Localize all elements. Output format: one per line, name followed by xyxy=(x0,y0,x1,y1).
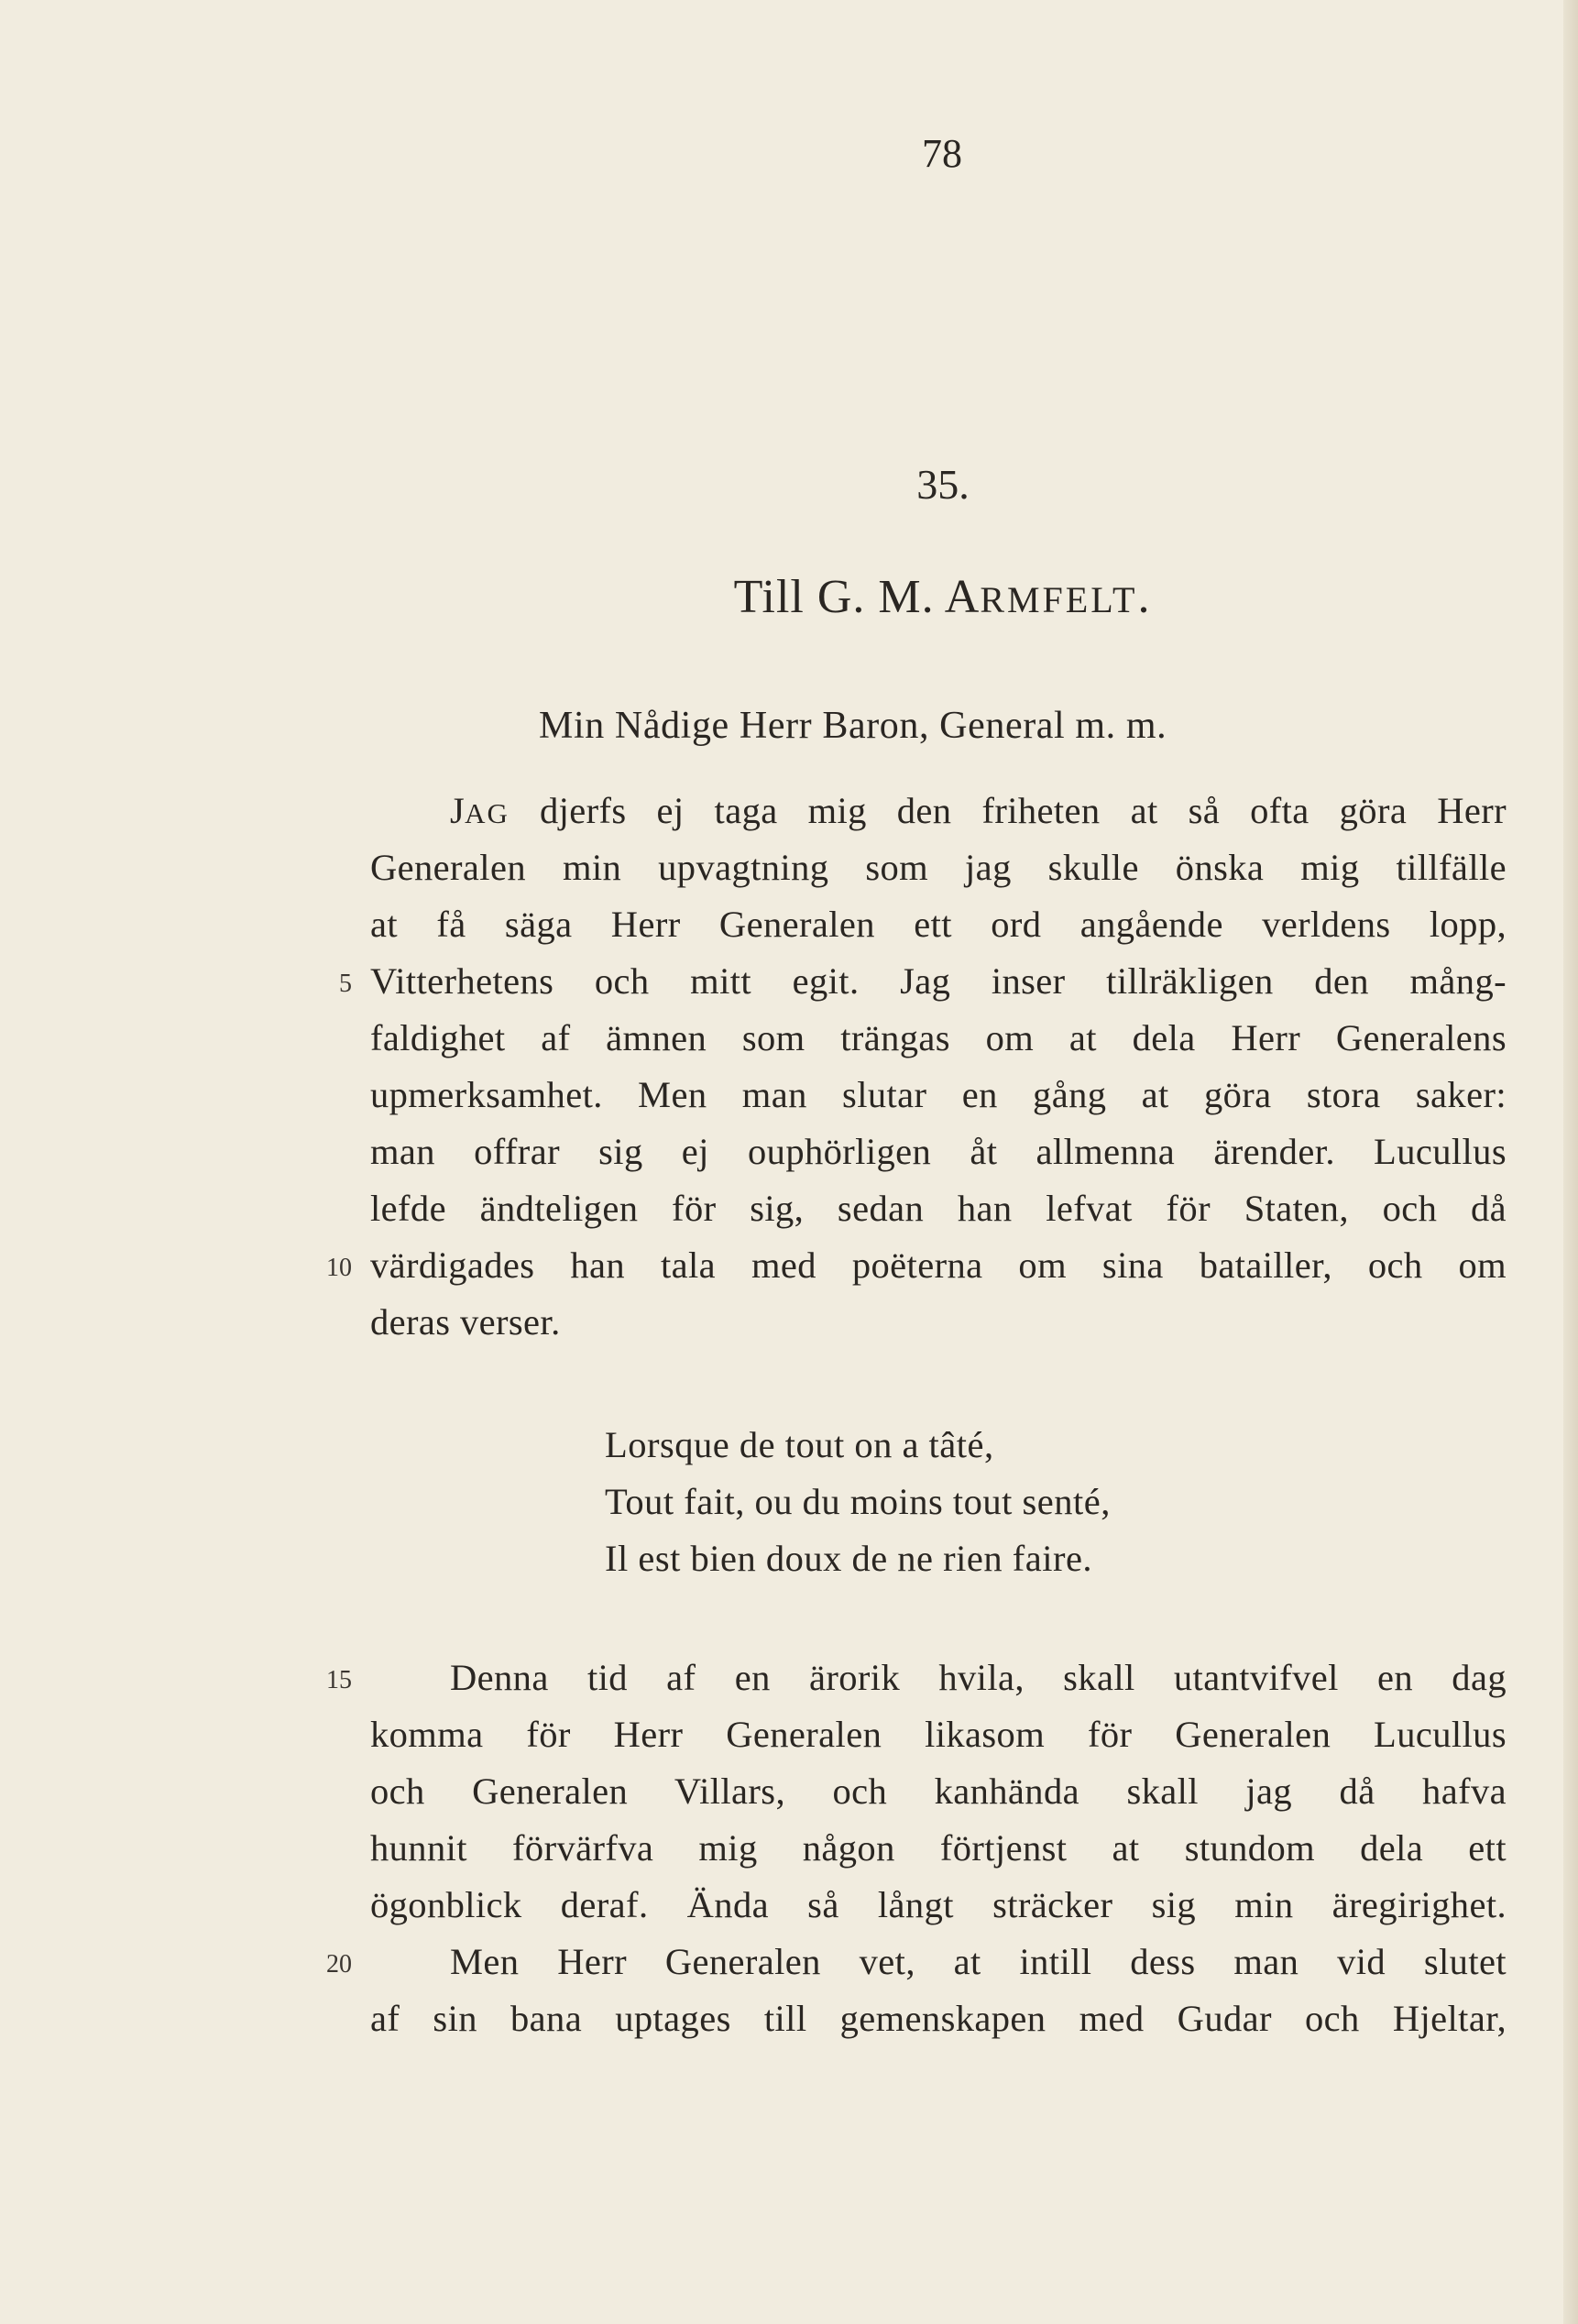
margin-line-number-5: 5 xyxy=(339,970,352,998)
paragraph1-line-4: Vitterhetens och mitt egit. Jag inser tillräkligen den mång- xyxy=(370,960,1507,1002)
paragraph1-line-6: upmerksamhet. Men man slutar en gång at göra stora saker: xyxy=(370,1074,1507,1115)
letter-number: 35. xyxy=(916,461,970,508)
verse-line-2: Tout fait, ou du moins tout senté, xyxy=(605,1481,1111,1522)
margin-line-number-15: 15 xyxy=(326,1666,352,1694)
verse-line-3: Il est bien doux de ne rien faire. xyxy=(605,1538,1093,1579)
paragraph1-line-7: man offrar sig ej ouphörligen åt allmenna ärender. Lucullus xyxy=(370,1131,1507,1172)
paragraph2-line-7: af sin bana uptages till gemenskapen med Gudar och Hjeltar, xyxy=(370,1998,1507,2039)
paragraph2-line-4: hunnit förvärfva mig någon förtjenst at stundom dela ett xyxy=(370,1827,1507,1869)
verse-line-1: Lorsque de tout on a tâté, xyxy=(605,1424,994,1465)
paragraph1-line-1 xyxy=(450,783,1507,839)
title-smallcaps: RMFELT xyxy=(980,579,1138,620)
paragraph2-line-2: komma för Herr Generalen likasom för Generalen Lucullus xyxy=(370,1714,1507,1755)
paragraph1-line-8: lefde ändteligen för sig, sedan han lefvat för Staten, och då xyxy=(370,1188,1507,1229)
paragraph1-line-10: deras verser. xyxy=(370,1301,561,1343)
paragraph1-line-5: faldighet af ämnen som trängas om at dela Herr Generalens xyxy=(370,1017,1507,1058)
paragraph1-line-2: Generalen min upvagtning som jag skulle önska mig tillfälle xyxy=(370,847,1507,888)
margin-line-number-10: 10 xyxy=(326,1254,352,1282)
paragraph2-line-6: Men Herr Generalen vet, at intill dess man vid slutet xyxy=(450,1941,1507,1982)
paragraph2-line-3: och Generalen Villars, och kanhända skall jag då hafva xyxy=(370,1770,1507,1812)
paragraph2-line-1: Denna tid af en ärorik hvila, skall utantvifvel en dag xyxy=(450,1657,1507,1698)
paragraph1-line-9: värdigades han tala med poëterna om sina batailler, och om xyxy=(370,1244,1507,1286)
title-end: . xyxy=(1137,571,1151,623)
page-number: 78 xyxy=(922,131,962,176)
salutation: Min Nådige Herr Baron, General m. m. xyxy=(539,705,1167,747)
paragraph2-line-5: ögonblick deraf. Ända så långt sträcker sig min äregirighet. xyxy=(370,1884,1507,1925)
initial-word-smallcaps: AG xyxy=(465,797,510,829)
margin-line-number-20: 20 xyxy=(326,1950,352,1979)
page-edge xyxy=(1563,0,1578,2324)
paragraph1-line-3: at få säga Herr Generalen ett ord angående verldens lopp, xyxy=(370,904,1507,945)
title-first: Till G. M. A xyxy=(733,571,981,623)
letter-title xyxy=(0,570,1578,624)
initial-word-cap: J xyxy=(450,790,466,831)
first-line-rest: djerfs ej taga mig den friheten at så ofta göra Herr xyxy=(509,790,1507,831)
